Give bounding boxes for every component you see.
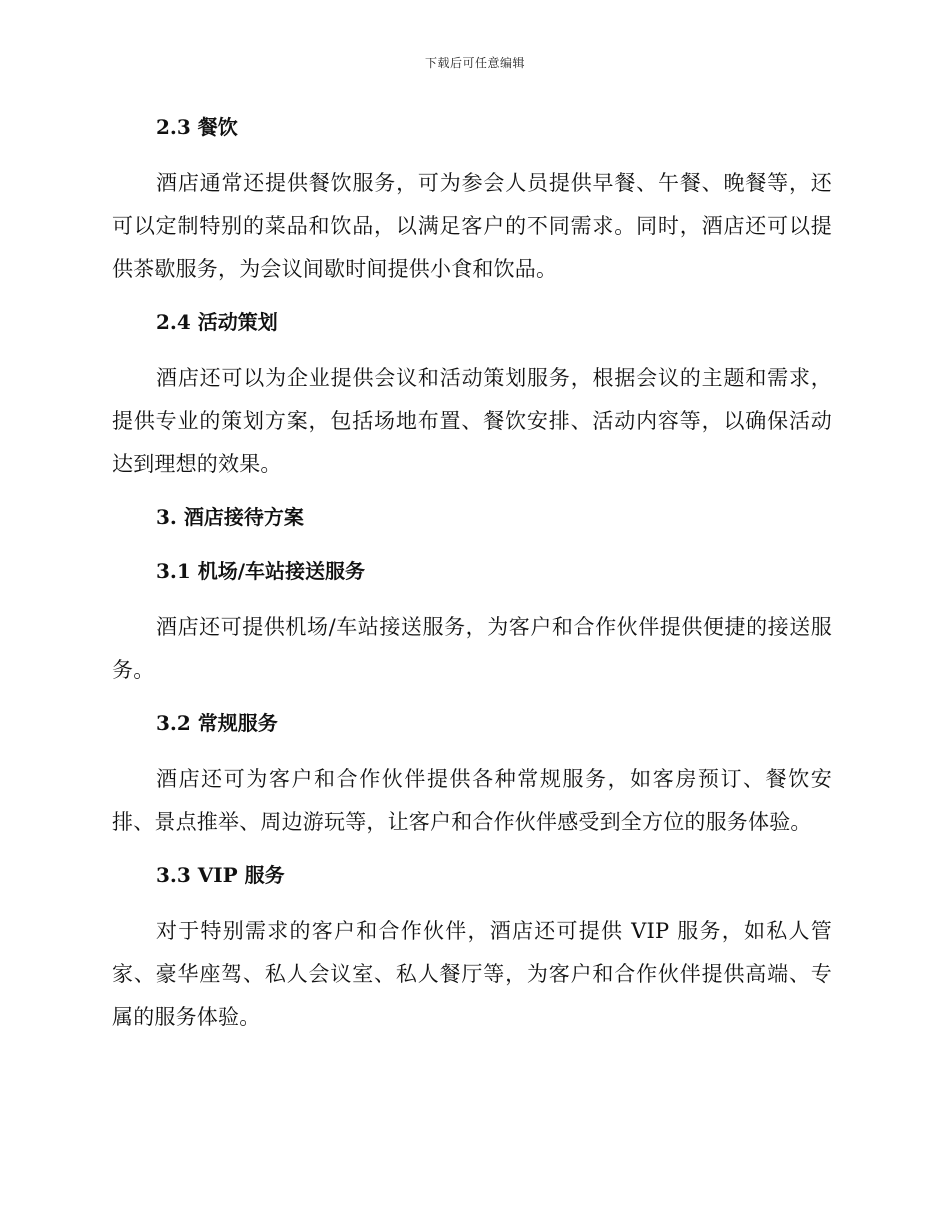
page-header: 下载后可任意编辑: [424, 56, 525, 70]
section-heading-3: 3. 酒店接待方案: [156, 505, 304, 529]
document-body: [112, 108, 832, 1051]
section-heading-3-1: 3.1 机场/车站接送服务: [156, 559, 366, 583]
paragraph-regular-service: 酒店还可为客户和合作伙伴提供各种常规服务，如客房预订、餐饮安排、景点推举、周边游玩等，让客户和合作伙伴感受到全方位的服务体验。: [112, 767, 832, 834]
paragraph-transfer-service: 酒店还可提供机场/车站接送服务，为客户和合作伙伴提供便捷的接送服务。: [112, 615, 832, 682]
paragraph-catering: 酒店通常还提供餐饮服务，可为参会人员提供早餐、午餐、晚餐等，还可以定制特别的菜品和饮品，以满足客户的不同需求。同时，酒店还可以提供茶歇服务，为会议间歇时间提供小食和饮品。: [112, 171, 832, 281]
paragraph-vip-service: 对于特别需求的客户和合作伙伴，酒店还可提供 VIP 服务，如私人管家、豪华座驾、私人会议室、私人餐厅等，为客户和合作伙伴提供高端、专属的服务体验。: [112, 919, 832, 1029]
section-heading-3-2: 3.2 常规服务: [156, 711, 278, 735]
section-heading-3-3: 3.3 VIP 服务: [156, 863, 285, 887]
paragraph-event-planning: 酒店还可以为企业提供会议和活动策划服务，根据会议的主题和需求，提供专业的策划方案，包括场地布置、餐饮安排、活动内容等，以确保活动达到理想的效果。: [112, 366, 832, 476]
section-heading-2-4: 2.4 活动策划: [156, 310, 278, 334]
section-heading-2-3: 2.3 餐饮: [156, 115, 238, 139]
